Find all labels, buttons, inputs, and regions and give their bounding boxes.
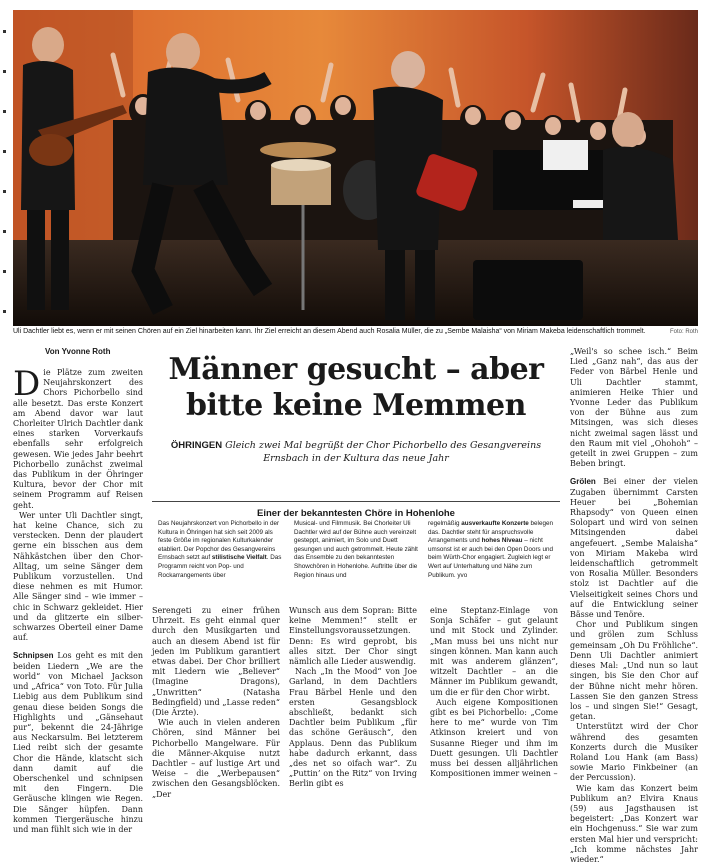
kicker bbox=[152, 439, 560, 465]
paragraph: Wie kam das Konzert beim Publikum an? Elvira Knaus (59) aus Jagsthausen ist begeistert: „Das Konzert war ein Hochgenuss.“ Sie war zum ersten Mal hier und verspricht: „Ich komme nächstes Jahr wieder.“ bbox=[570, 783, 698, 864]
kicker-location: ÖHRINGEN bbox=[170, 440, 223, 451]
drop-cap: D bbox=[13, 364, 41, 404]
subheading-keyword: Schnipsen bbox=[13, 651, 54, 661]
info-text: Das Neujahrskonzert von Pichorbello in der Kultura in Öhringen hat sich seit 2009 als feste Größe im regionalen Kulturkalender etabliert. Der Popchor des Gesangvereins Ernsbach setzt auf bbox=[158, 520, 280, 562]
photo-credit: Foto: Roth bbox=[669, 329, 698, 335]
paragraph: Wer unter Uli Dachtler singt, hat keine Chance, sich zu verstecken. Denn der plaudert gerne ein bisschen aus dem Nähkästchen über den Chor-Alltag, um seine Sänger dem Publikum vorzustellen. Und diese nehmen es mit Humor. Alle Sänger sind – wie immer – chic in Schwarz gekleidet. Hier und da glitzerte ein silber-schwarzes Oberteil einer Dame auf. bbox=[13, 510, 143, 643]
caption-text: Uli Dachtler liebt es, wenn er mit seinen Chören auf ein Ziel hinarbeiten kann. Ihr Ziel erreicht an diesem Abend auch Rosalia Müller, die zu „Sembe Malaisha“ von Miriam Makeba leidenschaftlich trommelt. bbox=[13, 328, 646, 335]
info-box-column-3 bbox=[428, 520, 556, 580]
paragraph: ie Plätze zum zweiten Neujahrskonzert des Chors Pichorbello sind alle besetzt. Das erste Konzert am Abend davor war laut Chorleiter Ulrich Dachtler dank eines starken Vorverkaufs ebenfalls sehr erfolgreich gewesen. Wie jedes Jahr beehrt Pichorbello zunächst zweimal das Publikum in der Öhringer Kultura, bevor der Chor mit seinem Programm auf Reisen geht. bbox=[13, 368, 143, 510]
concert-photo-illustration bbox=[13, 10, 698, 326]
paragraph: „Weil's so schee isch.“ Beim Lied „Ganz nah“, das aus der Feder von Bärbel Henle und Uli Dachtler stammt, animieren Heike Thier und Yvonne Leder das Publikum von der Bühne aus zum Mitsingen, was sich dieses nicht zweimal sagen lässt und den Raum mit viel „Ohohoh“ – geteilt in zwei Gruppen – zum Beben bringt. bbox=[570, 347, 698, 469]
info-text: regelmäßig bbox=[428, 520, 462, 527]
paragraph: Unterstützt wird der Chor während des gesamten Konzerts durch die Musiker Roland Lou Hank (am Bass) sowie Mario Finkbeiner (an der Percussion). bbox=[570, 722, 698, 783]
article-column-3 bbox=[289, 606, 417, 790]
article-column-2 bbox=[152, 606, 280, 800]
info-box-column-1 bbox=[158, 520, 286, 580]
paragraph: Wie auch in vielen anderen Chören, sind Männer bei Pichorbello Mangelware. Für die Männer-Akquise nutzt Dachtler – auf lustige Art und Weise – die „Werbepausen“ zwischen den Gesangsblöcken. „Der bbox=[152, 718, 280, 799]
paragraph: Auch eigene Kompositionen gibt es bei Pichorbello: „Come here to me“ wurde von Tim Atkinson kreiert und von Susanne Rieger und ihm im Duett gesungen. Uli Dachtler muss bei dessen alljährlichen Kompositionen immer weinen – bbox=[430, 697, 558, 779]
photo-caption bbox=[13, 327, 698, 337]
article-column-4 bbox=[430, 606, 558, 779]
concert-photo bbox=[13, 10, 698, 326]
paragraph: Nach „In the Mood“ von Joe Garland, in dem Dachtlers Frau Bärbel Henle und den ersten Gesangsblock abschließt, bedankt sich Dachtler beim Publikum „für das schöne Geräusch“, den Applaus. Denn das Publikum habe dadurch erkannt, dass „des net so oifach war“. Zu „Puttin’ on the Ritz“ von Irving Berlin gibt es bbox=[289, 667, 417, 789]
article-column-5 bbox=[570, 347, 698, 865]
headline bbox=[152, 352, 560, 424]
paragraph: Chor und Publikum singen und grölen zum Schluss gemeinsam „Oh Du Fröhliche“. Denn Uli Dachtler animiert dieses Mal: „Und nun so laut singen, bis Sie den Chor auf der Bühne nicht mehr hören. Lassen Sie den ganzen Stress los – und singen Sie!“ Gesagt, getan. bbox=[570, 620, 698, 722]
paragraph: Los geht es mit den beiden Liedern „We are the world“ von Michael Jackson und „Africa“ von Toto. Für Julia Liebig aus dem Publikum sind genau diese beiden Songs die Highlights und „Gänsehaut pur“, bekennt die 24-Jährige aus Neckarsulm. Bei letzterem Lied reibt sich der gesamte Chor die Hände, klatscht sich dann damit auf die Oberschenkel und schnipsen mit den Fingern. Die Geräusche klingen wie Regen. Die Sänger hüpfen. Dann kommen Tiergeräusche hinzu und man fühlt sich wie in der bbox=[13, 651, 143, 834]
paragraph: Bei einer der vielen Zugaben übernimmt Carsten Heuer bei „Bohemian Rhapsody“ von Queen einen Solopart und wird von seinen Mitsingenden dabei angefeuert. „Sembe Malaisha“ von Miriam Makeba wird leidenschaftlich getrommelt von Rosalia Müller. Besonders stolz ist Dachtler auf die Vielseitigkeit seines Chors und auf die Entwicklung seiner Bässe und Tenöre. bbox=[570, 477, 698, 620]
paragraph: Serengeti zu einer frühen Uhrzeit. Es geht einmal quer durch den Musikgarten und auch an diesem Abend ist für jeden im Publikum garantiert etwas dabei. Der Chor brilliert mit Liedern wie „Believer“ (Imagine Dragons), „Unwritten“ (Natasha Bedingfield) und „Lasse reden“ (Die Ärzte). bbox=[152, 606, 280, 718]
article-column-1 bbox=[13, 364, 143, 835]
info-text: – nicht umsonst ist er auch bei den Open Doors und beim Würth-Chor engagiert. Zugleich legt er Wert auf Unterhaltung und Nähe zum Publikum. yvo bbox=[428, 537, 553, 579]
author-byline: Von Yvonne Roth bbox=[45, 347, 111, 356]
page-edge-marks bbox=[0, 10, 10, 326]
info-bold: hohes Niveau bbox=[481, 537, 523, 545]
paragraph: eine Steptanz-Einlage von Sonja Schäfer – gut gelaunt und mit Stock und Zylinder. „Man muss bei uns nicht nur singen können. Man kann auch mit was anderem glänzen“, witzelt Dachtler – an die Männer im Publikum gewandt, um die er für den Chor wirbt. bbox=[430, 606, 558, 697]
kicker-text: Gleich zwei Mal begrüßt der Chor Pichorbello des Gesangvereins Ernsbach in der Kultura das neue Jahr bbox=[225, 440, 542, 464]
info-text: belegen das. Dachtler steht für anspruchsvolle Arrangements und bbox=[428, 520, 553, 545]
info-box-column-2: Musical- und Filmmusik. Bei Chorleiter Uli Dachtler wird auf der Bühne auch vereinzelt gesteppt, animiert, im Solo und Duett gesungen und auch getrommelt. Heute zählt das Ensemble zu den bekanntesten Showchören in Hohenlohe. Auftritte über die Region hinaus und bbox=[294, 520, 418, 579]
headline-line-2: bitte keine Memmen bbox=[186, 388, 526, 423]
info-bold: ausverkaufte Konzerte bbox=[461, 520, 529, 527]
headline-line-1: Männer gesucht – aber bbox=[168, 352, 544, 387]
subheading-keyword: Grölen bbox=[570, 477, 596, 487]
info-bold: stilistische Vielfalt bbox=[211, 554, 267, 562]
info-box bbox=[152, 501, 560, 597]
info-text: . Das Programm reicht von Pop- und Rockarrangements über bbox=[158, 554, 282, 579]
paragraph: Wunsch aus dem Sopran: Bitte keine Memmen!“ stellt er Einstellungsvoraussetzungen. Denn: Es wird geprobt, bis alles sitzt. Der Chor singt nämlich alle Lieder auswendig. bbox=[289, 606, 417, 667]
info-box-title: Einer der bekanntesten Chöre in Hohenlohe bbox=[257, 508, 455, 519]
